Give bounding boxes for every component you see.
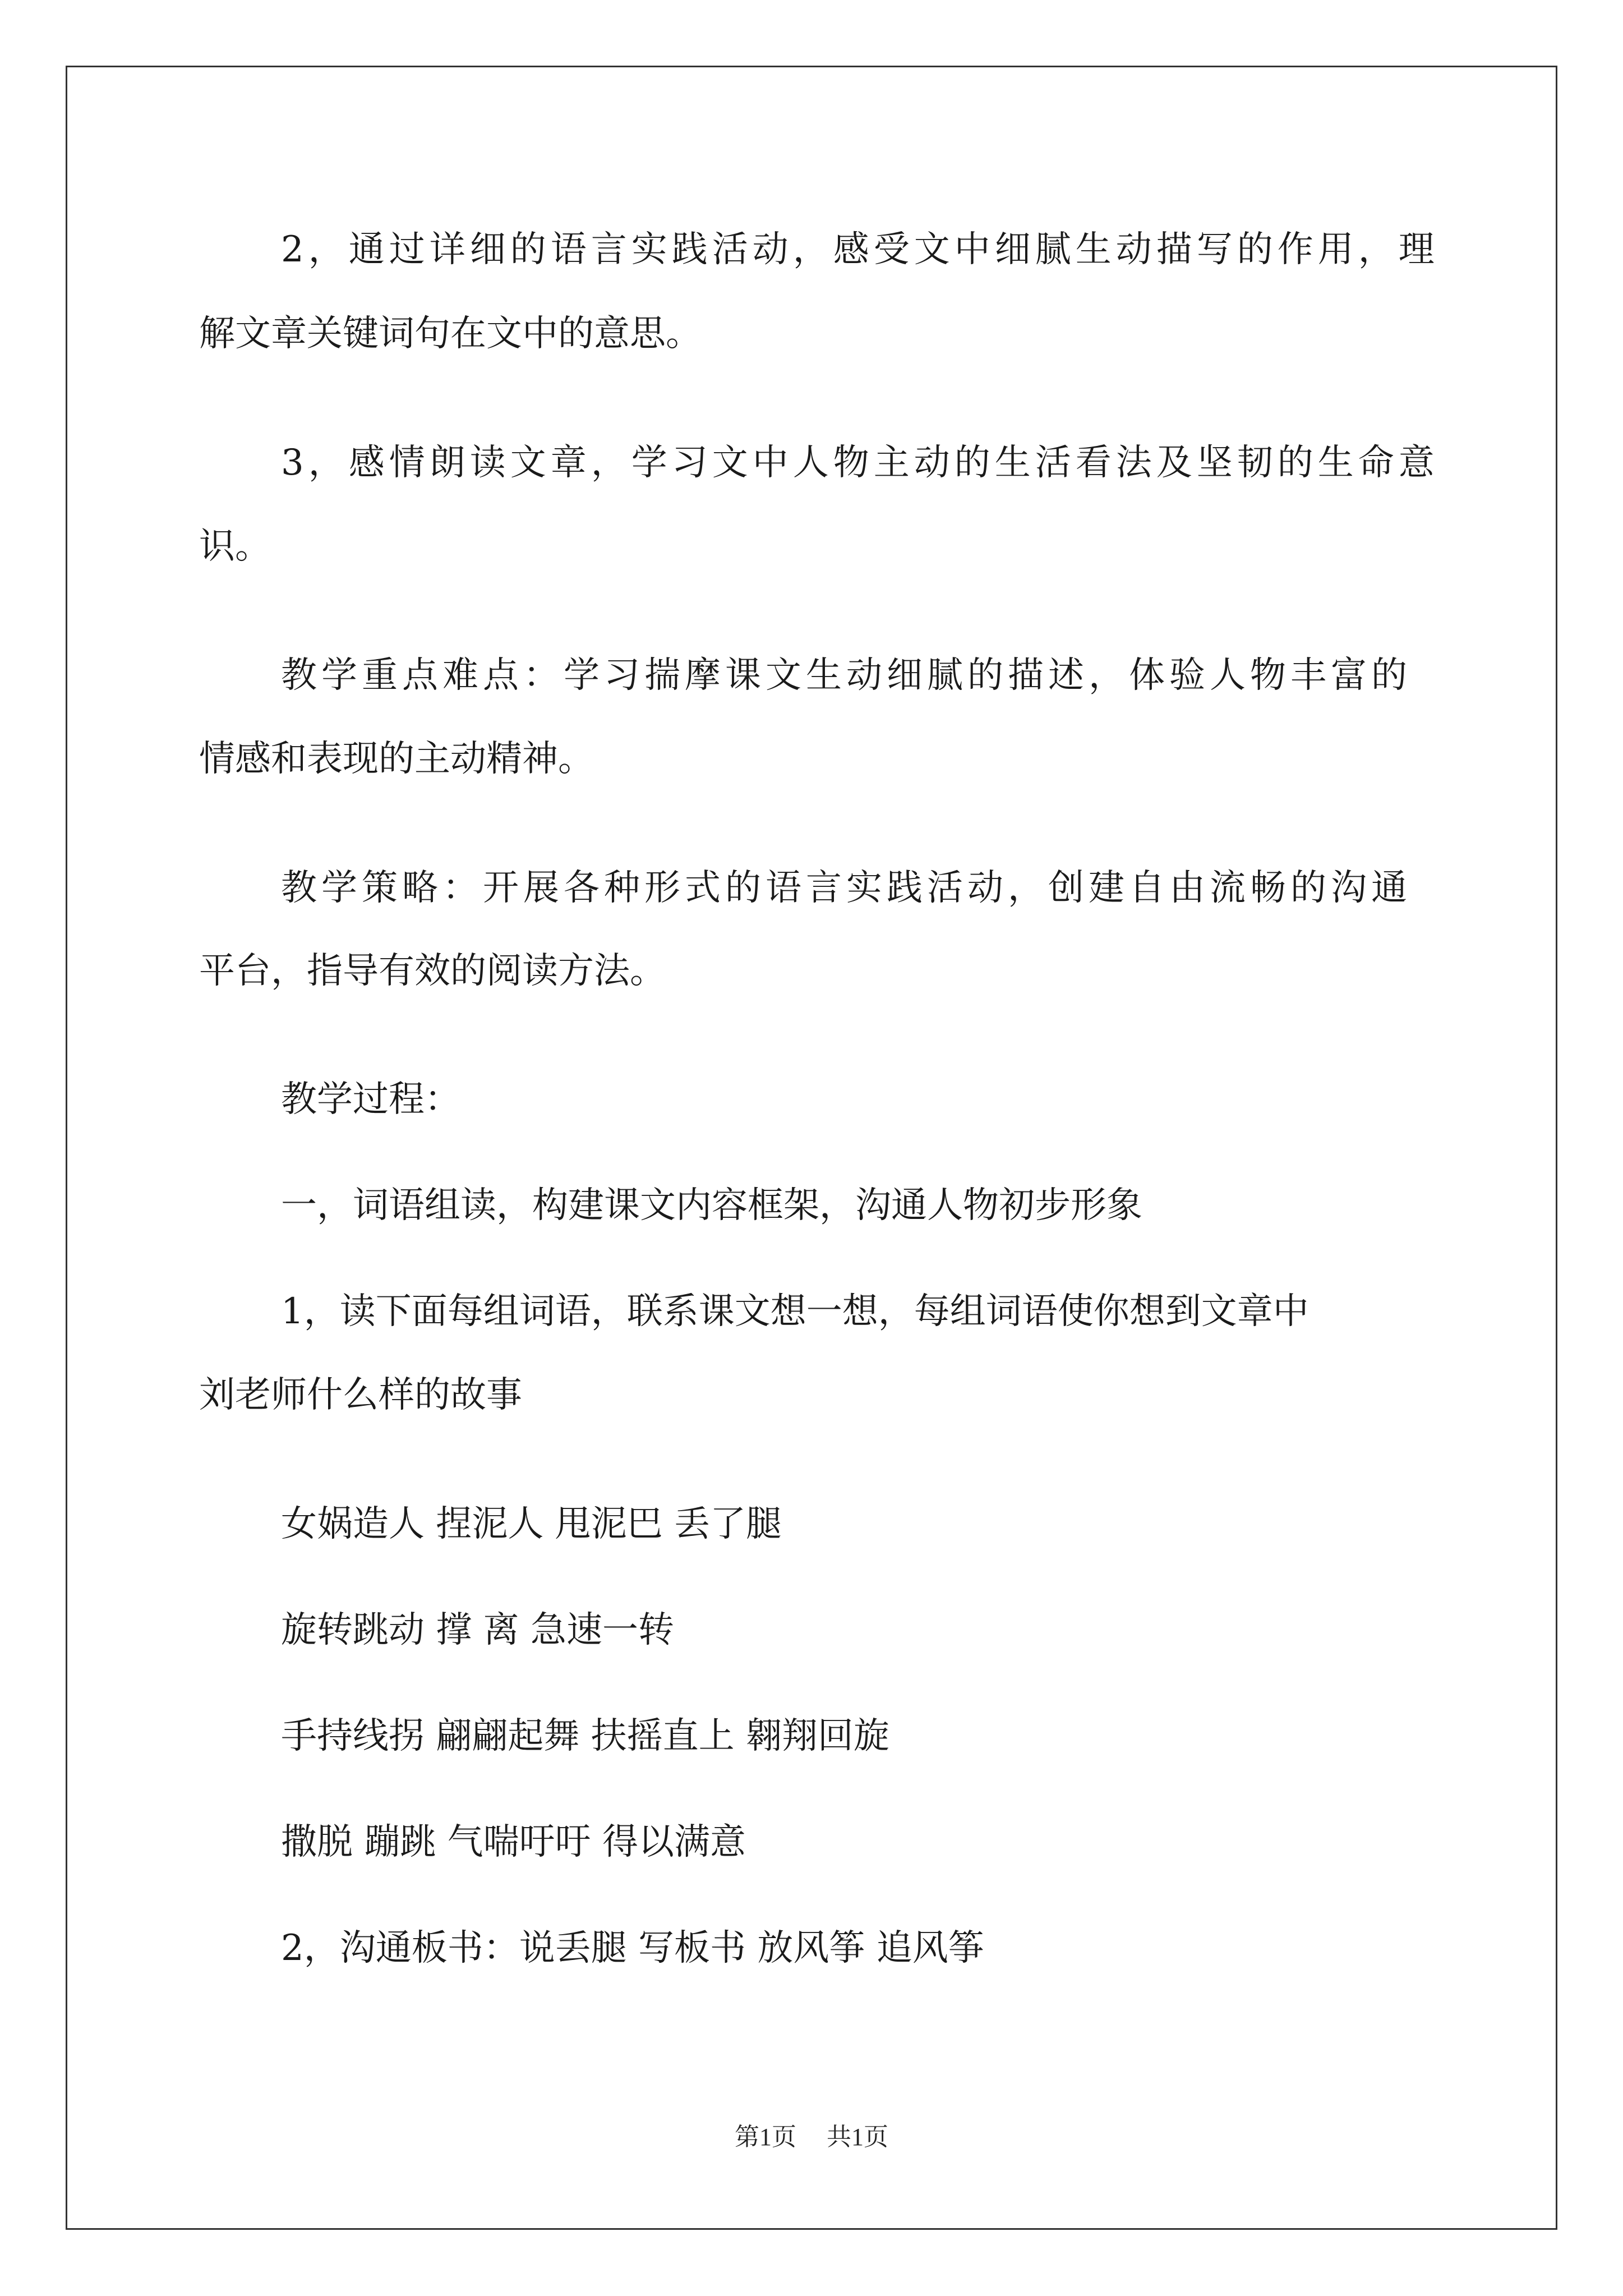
word-group-1: 女娲造人 捏泥人 甩泥巴 丢了腿 (281, 1503, 782, 1545)
paragraph-objective-3-line-1: 3，感情朗读文章，学习文中人物主动的生活看法及坚韧的生命意 (281, 442, 1439, 484)
paragraph-strategy-line-1: 教学策略：开展各种形式的语言实践活动，创建自由流畅的沟通 (281, 867, 1412, 909)
paragraph-step-1-line-1: 1，读下面每组词语，联系课文想一想，每组词语使你想到文章中 (281, 1291, 1309, 1332)
paragraph-objective-2-line-1: 2，通过详细的语言实践活动，感受文中细腻生动描写的作用，理 (281, 229, 1439, 270)
paragraph-strategy-line-2: 平台，指导有效的阅读方法。 (199, 950, 666, 992)
paragraph-key-points-line-1: 教学重点难点：学习揣摩课文生动细腻的描述，体验人物丰富的 (281, 655, 1412, 696)
paragraph-step-1-line-2: 刘老师什么样的故事 (199, 1374, 522, 1416)
heading-section-one: 一，词语组读，构建课文内容框架，沟通人物初步形象 (281, 1185, 1142, 1226)
paragraph-key-points-line-2: 情感和表现的主动精神。 (199, 738, 594, 780)
paragraph-objective-3-line-2: 识。 (199, 526, 271, 567)
page-number-label: 第1页 (735, 2123, 796, 2151)
word-group-4: 撒脱 蹦跳 气喘吁吁 得以满意 (281, 1821, 746, 1863)
page-frame (66, 66, 1557, 2230)
paragraph-step-2: 2，沟通板书：说丢腿 写板书 放风筝 追风筝 (281, 1927, 984, 1969)
paragraph-objective-2-line-2: 解文章关键词句在文中的意思。 (199, 313, 702, 355)
heading-teaching-process: 教学过程： (281, 1079, 460, 1120)
word-group-3: 手持线拐 翩翩起舞 扶摇直上 翱翔回旋 (281, 1715, 890, 1757)
total-pages-label: 共1页 (827, 2123, 888, 2151)
page-footer (0, 2122, 1623, 2153)
word-group-2: 旋转跳动 撑 离 急速一转 (281, 1609, 675, 1651)
